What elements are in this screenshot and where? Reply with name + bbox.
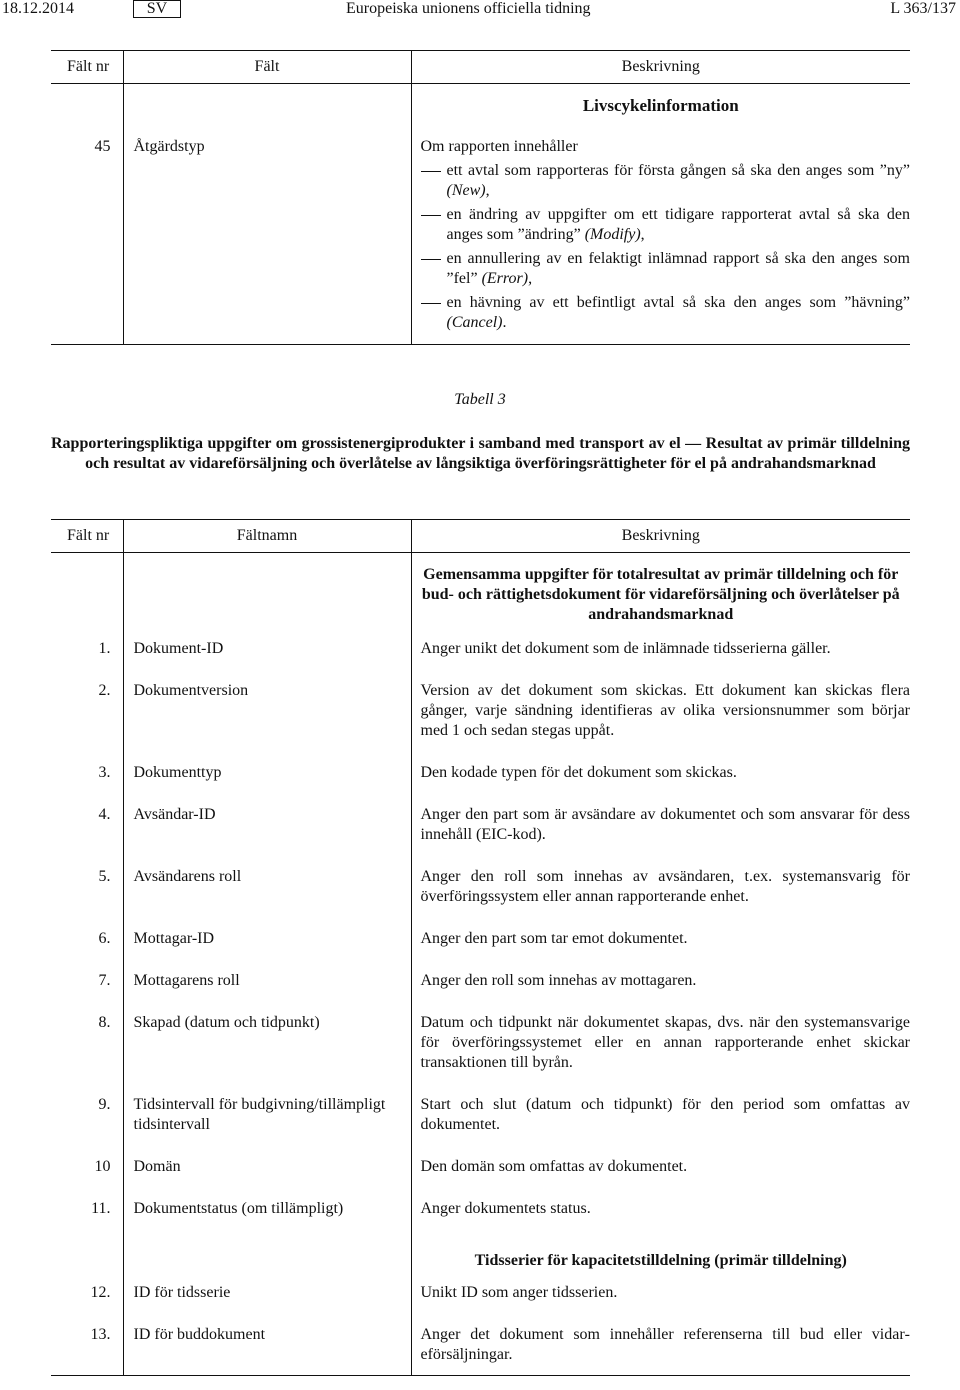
col-header-num: Fält nr <box>51 51 123 84</box>
field-name: Avsändarens roll <box>123 867 411 929</box>
table-row <box>51 681 910 763</box>
field-description: Anger den part som är avsändare av dokumentet och som ansvarar för dess innehåll (EIC-kod). <box>420 806 910 843</box>
header-date: 18.12.2014 <box>2 0 74 17</box>
field-description: Version av det dokument som skickas. Ett dokument kan skickas flera gånger, varje sändning identifieras av olika versionsnummer som börjar med 1 och sedan stegas uppåt. <box>420 682 910 739</box>
col-header-num: Fält nr <box>51 520 123 553</box>
field-description: Anger unikt det dokument som de inlämnade tidsserierna gäller. <box>420 640 831 657</box>
col-header-field: Fält <box>123 51 411 84</box>
field-name: Mottagarens roll <box>123 971 411 1013</box>
list-item: en ändring av uppgifter om ett tidigare rapporterat avtal så ska den anges som ”ändring” (Modify), <box>446 206 910 243</box>
field-name: Dokumenttyp <box>123 763 411 805</box>
col-header-field: Fältnamn <box>123 520 411 553</box>
table-row <box>51 1283 910 1325</box>
field-description: Den domän som omfattas av dokumentet. <box>420 1158 688 1175</box>
field-description: Den kodade typen för det dokument som skickas. <box>420 764 737 781</box>
section-row <box>51 1241 910 1283</box>
field-number: 45 <box>51 134 123 345</box>
field-number: 2. <box>51 681 123 763</box>
field-number: 5. <box>51 867 123 929</box>
field-number: 10 <box>51 1157 123 1199</box>
language-code-box: SV <box>133 0 181 18</box>
section-title: Livscykelinformation <box>582 96 739 115</box>
field-description: Anger den roll som innehas av avsändaren, t.ex. systemansvarig för överföringssystem eller annan rapporterande enhet. <box>420 868 910 905</box>
section-row <box>51 553 910 640</box>
field-name: Avsändar-ID <box>123 805 411 867</box>
table-row <box>51 763 910 805</box>
list-item: en hävning av ett befintligt avtal så ska den anges som ”hävning” (Cancel). <box>446 294 910 331</box>
lifecycle-table <box>51 50 910 345</box>
section-row <box>51 84 910 135</box>
reporting-table <box>51 519 910 1376</box>
list-item: ett avtal som rapporteras för första gången så ska den anges som ”ny” (New), <box>446 162 910 199</box>
field-description: Anger det dokument som innehåller referenserna till bud eller vidareförsäljningar. <box>411 1325 910 1376</box>
field-number: 6. <box>51 929 123 971</box>
field-name: Mottagar-ID <box>123 929 411 971</box>
field-number: 8. <box>51 1013 123 1095</box>
table-row <box>51 1095 910 1157</box>
field-description: Anger dokumentets status. <box>420 1200 591 1217</box>
section-title: Gemensamma uppgifter för totalresultat av primär tilldelning och för bud- och rättighetsdokument för vidareförsäljning och överlåtelser på andrahandsmarknad <box>421 566 900 623</box>
col-header-desc: Beskrivning <box>411 51 910 84</box>
field-name: ID för buddokument <box>123 1325 411 1376</box>
field-name: Dokumentstatus (om tillämpligt) <box>123 1199 411 1241</box>
field-number: 4. <box>51 805 123 867</box>
table-header-row <box>51 51 910 84</box>
field-name: Dokumentversion <box>123 681 411 763</box>
field-number: 9. <box>51 1095 123 1157</box>
table-header-row <box>51 520 910 553</box>
section-title: Tidsserier för kapacitetstilldelning (primär tilldelning) <box>474 1252 847 1269</box>
table-row <box>51 1013 910 1095</box>
field-number: 12. <box>51 1283 123 1325</box>
field-description: Start och slut (datum och tidpunkt) för den period som omfattas av dokumentet. <box>420 1096 910 1133</box>
field-number: 13. <box>51 1325 123 1376</box>
field-name: Dokument-ID <box>123 639 411 681</box>
table-row <box>51 134 910 345</box>
col-header-desc: Beskrivning <box>411 520 910 553</box>
field-description: Unikt ID som anger tidsserien. <box>420 1284 618 1301</box>
field-name: ID för tidsserie <box>123 1283 411 1325</box>
field-description: Anger den roll som innehas av mottagaren. <box>420 972 697 989</box>
journal-title: Europeiska unionens officiella tidning <box>346 0 591 17</box>
field-name: Skapad (datum och tidpunkt) <box>123 1013 411 1095</box>
table-row <box>51 805 910 867</box>
field-number: 7. <box>51 971 123 1013</box>
page-header <box>0 0 960 20</box>
field-description: Datum och tidpunkt när dokumentet skapas, dvs. när den systemansvarige för överföringssystemet eller en annan rapporterande enhet skickar transaktionen till byrån. <box>420 1014 910 1071</box>
field-description <box>411 134 910 345</box>
table-row <box>51 867 910 929</box>
table-row <box>51 639 910 681</box>
description-intro: Om rapporten innehåller <box>420 138 578 155</box>
table-row <box>51 1199 910 1241</box>
field-name: Åtgärdstyp <box>123 134 411 345</box>
table-row <box>51 971 910 1013</box>
field-name: Domän <box>123 1157 411 1199</box>
action-type-list <box>421 161 911 333</box>
field-number: 1. <box>51 639 123 681</box>
page-reference: L 363/137 <box>890 0 956 17</box>
list-item: en annullering av en felaktigt inlämnad rapport så ska den anges som ”fel” (Error), <box>446 250 910 287</box>
table-row <box>51 1325 910 1376</box>
table-caption: Tabell 3 <box>454 391 506 408</box>
field-name: Tidsintervall för budgivning/tillämpligt tidsintervall <box>123 1095 411 1157</box>
field-number: 3. <box>51 763 123 805</box>
field-number: 11. <box>51 1199 123 1241</box>
table-row <box>51 1157 910 1199</box>
table-row <box>51 929 910 971</box>
table-title: Rapporteringspliktiga uppgifter om grossistenergiprodukter i samband med transport av el — Resultat av primär tilldelning och resultat av vidareförsäljning och överlåtelse av långsiktiga överföringsrättigheter för el på andrahandsmarknad <box>51 435 910 472</box>
field-description: Anger den part som tar emot dokumentet. <box>420 930 688 947</box>
